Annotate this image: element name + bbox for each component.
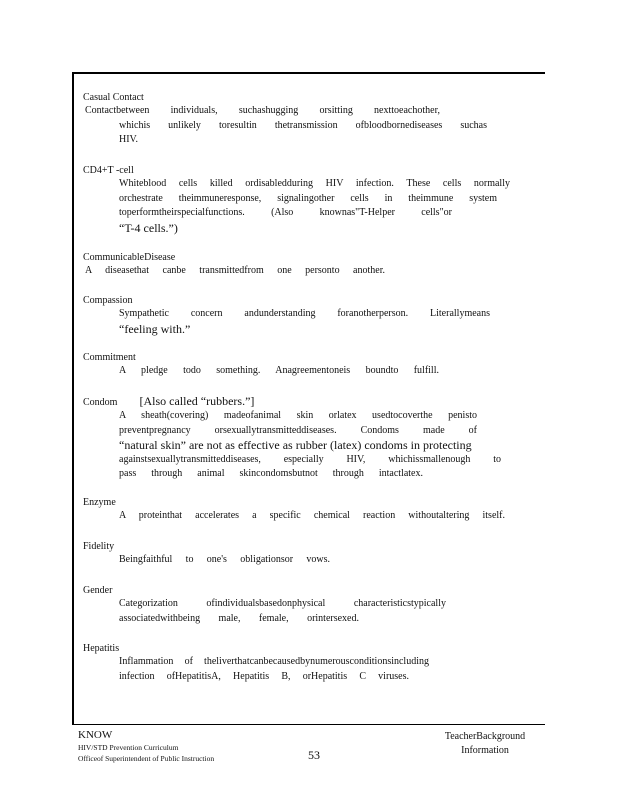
glossary-entry-hepatitis [83, 643, 523, 684]
glossary-entry-fidelity [83, 541, 523, 568]
footer-office-line: Officeof Superintendent of Public Instruction [78, 754, 215, 763]
entry-definition [119, 597, 523, 626]
glossary-entry-casual-contact [83, 92, 523, 148]
entry-term: Casual Contact [83, 92, 144, 103]
glossary-entry-condom [83, 395, 523, 482]
definition-line: “T-4 cells.”) [119, 220, 178, 235]
definition-line: infection ofHepatitisA, Hepatitis B, orHepatitis C viruses. [119, 670, 409, 682]
definition-line: A pledge todo something. Anagreementoneis boundto fulfill. [119, 365, 439, 376]
page-number: 53 [308, 748, 320, 762]
entry-term: Hepatitis [83, 643, 120, 654]
definition-line: whichis unlikely toresultin thetransmission ofbloodbornediseases suchas [119, 119, 487, 131]
entry-definition [85, 104, 523, 119]
definition-line: againstsexuallytransmitteddiseases, especially HIV, whichissmallenough to [119, 453, 501, 465]
footer-left [78, 729, 214, 764]
definition-line: Whiteblood cells killed ordisabledduring HIV infection. These cells normally [119, 178, 510, 189]
glossary-entry-enzyme [83, 497, 523, 524]
definition-line: Inflammation of theliverthatcanbecausedbynumerousconditionsincluding [119, 656, 429, 667]
definition-line: A diseasethat canbe transmittedfrom one personto another. [85, 265, 385, 276]
header-rule [72, 72, 545, 74]
entry-definition [119, 364, 523, 379]
definition-line: HIV. [119, 134, 138, 145]
footer-section-title: TeacherBackground [444, 731, 526, 742]
glossary-entry-compassion [83, 295, 523, 336]
entry-term-note: [Also called “rubbers.”] [139, 394, 255, 408]
glossary-entry-cd4-t-cell [83, 165, 523, 235]
definition-line: pass through animal skincondomsbutnot through intactlatex. [119, 468, 423, 479]
entry-term: Enzyme [83, 497, 116, 508]
left-margin-rule [72, 72, 74, 724]
footer-section-subtitle: Information [461, 745, 509, 756]
definition-line: Beingfaithful to one's obligationsor vows. [119, 554, 330, 565]
glossary-entry-commitment [83, 352, 523, 379]
footer-rule [72, 724, 545, 725]
entry-definition [119, 509, 523, 524]
definition-line: Categorization ofindividualsbasedonphysical characteristicstypically [119, 598, 446, 609]
definition-line: A proteinthat accelerates a specific chemical reaction withoutaltering itself. [119, 510, 505, 521]
entry-definition [119, 409, 523, 482]
definition-line: Sympathetic concern andunderstanding foranotherperson. Literallymeans [119, 308, 490, 319]
entry-definition-continued [119, 119, 523, 148]
definition-line: toperformtheirspecialfunctions. (Also knownas"T-Helper cells"or [119, 207, 452, 218]
entry-definition [85, 264, 523, 279]
definition-line: associatedwithbeing male, female, orintersexed. [119, 612, 359, 624]
definition-line: preventpregnancy orsexuallytransmitteddiseases. Condoms made of [119, 424, 477, 436]
entry-definition [119, 307, 523, 336]
definition-line: Contactbetween individuals, suchashugging orsitting nexttoeachother, [85, 105, 440, 116]
entry-definition [119, 655, 523, 684]
entry-definition [119, 553, 523, 568]
entry-term: Fidelity [83, 541, 115, 552]
entry-term: CommunicableDisease [83, 252, 176, 263]
definition-line: A sheath(covering) madeofanimal skin orlatex usedtocoverthe penisto [119, 410, 477, 421]
footer-right [430, 730, 540, 758]
entry-term: CD4+T -cell [83, 165, 134, 176]
glossary-entry-gender [83, 585, 523, 626]
definition-line: “natural skin” are not as effective as rubber (latex) condoms in protecting [119, 438, 472, 452]
glossary-entry-communicable-disease [83, 252, 523, 279]
entry-term: Commitment [83, 352, 136, 363]
entry-term: Gender [83, 585, 113, 596]
entry-definition [119, 177, 523, 235]
definition-line: orchestrate theimmuneresponse, signalingother cells in theimmune system [119, 192, 497, 204]
footer-program-name: KNOW [78, 729, 113, 741]
definition-line: “feeling with.” [119, 321, 191, 336]
footer-curriculum-line: HIV/STD Prevention Curriculum [78, 743, 179, 752]
entry-term: Compassion [83, 295, 133, 306]
entry-term-label: Condom [83, 397, 118, 408]
entry-term [83, 395, 523, 409]
